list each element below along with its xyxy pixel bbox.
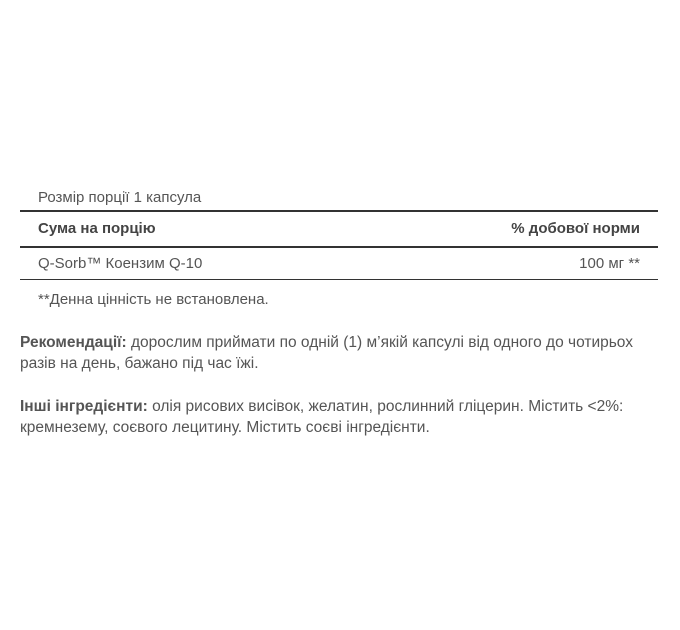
ingredient-amount: 100 мг ** [579,255,640,272]
other-ingredients-paragraph [20,396,660,438]
ingredient-name: Q-Sorb™ Коензим Q-10 [38,255,203,272]
daily-value-footnote: **Денна цінність не встановлена. [38,291,269,308]
serving-size: Розмір порції 1 капсула [38,189,202,206]
daily-value-header: % добової норми [511,220,640,237]
recommendations-label: Рекомендації: [20,334,127,351]
other-ingredients-text: олія рисових висівок, желатин, рослинний гліцерин. Містить <2%: кремнезему, соєвого лецитину. Містить соєві інгредієнти. [20,398,624,436]
recommendations-paragraph [20,332,660,374]
amount-per-serving-header: Сума на порцію [38,220,156,237]
other-ingredients-label: Інші інгредієнти: [20,398,148,415]
supplement-facts-panel [20,178,658,438]
table-header-row [20,212,658,248]
table-row [20,248,658,280]
recommendations-text: дорослим приймати по одній (1) м’якій капсулі від одного до чотирьох разів на день, бажано під час їжі. [20,334,633,372]
nutrition-table [20,210,658,280]
